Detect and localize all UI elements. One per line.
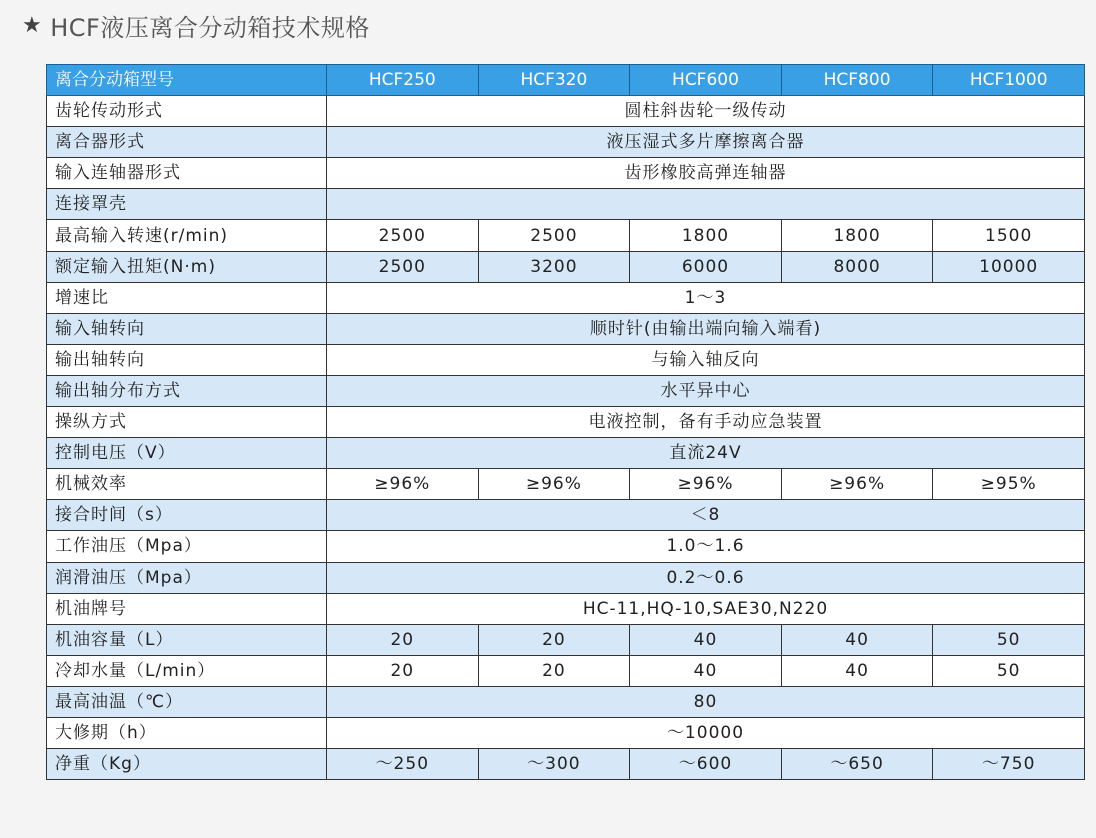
header-model-hcf1000: HCF1000 bbox=[933, 65, 1085, 96]
cell-value: 1500 bbox=[933, 220, 1085, 251]
spec-table-body bbox=[47, 96, 1085, 780]
row-label: 机油牌号 bbox=[47, 593, 327, 624]
cell-span-value bbox=[327, 189, 1085, 220]
cell-value: 40 bbox=[781, 624, 933, 655]
table-row bbox=[47, 500, 1085, 531]
cell-value: 1800 bbox=[630, 220, 782, 251]
cell-value: ～250 bbox=[327, 749, 479, 780]
cell-value: ≥96% bbox=[781, 469, 933, 500]
cell-value: ～750 bbox=[933, 749, 1085, 780]
table-row bbox=[47, 251, 1085, 282]
cell-value: 20 bbox=[327, 624, 479, 655]
cell-value: 50 bbox=[933, 655, 1085, 686]
cell-value: 50 bbox=[933, 624, 1085, 655]
row-label: 额定输入扭矩(N·m) bbox=[47, 251, 327, 282]
cell-span-value: ＜8 bbox=[327, 500, 1085, 531]
row-label: 大修期（h） bbox=[47, 717, 327, 748]
table-row bbox=[47, 96, 1085, 127]
table-row bbox=[47, 127, 1085, 158]
table-row bbox=[47, 220, 1085, 251]
table-row bbox=[47, 375, 1085, 406]
table-row bbox=[47, 655, 1085, 686]
cell-span-value: 1.0～1.6 bbox=[327, 531, 1085, 562]
table-row bbox=[47, 717, 1085, 748]
cell-value: ～650 bbox=[781, 749, 933, 780]
cell-value: ～300 bbox=[478, 749, 630, 780]
cell-span-value: 电液控制，备有手动应急装置 bbox=[327, 407, 1085, 438]
table-row bbox=[47, 686, 1085, 717]
cell-span-value: HC-11,HQ-10,SAE30,N220 bbox=[327, 593, 1085, 624]
row-label: 连接罩壳 bbox=[47, 189, 327, 220]
header-model-hcf250: HCF250 bbox=[327, 65, 479, 96]
table-row bbox=[47, 749, 1085, 780]
cell-span-value: 齿形橡胶高弹连轴器 bbox=[327, 158, 1085, 189]
cell-span-value: 与输入轴反向 bbox=[327, 344, 1085, 375]
cell-value: 1800 bbox=[781, 220, 933, 251]
row-label: 润滑油压（Mpa） bbox=[47, 562, 327, 593]
cell-span-value: 圆柱斜齿轮一级传动 bbox=[327, 96, 1085, 127]
cell-value: 2500 bbox=[478, 220, 630, 251]
cell-span-value: ～10000 bbox=[327, 717, 1085, 748]
row-label: 接合时间（s） bbox=[47, 500, 327, 531]
cell-value: ≥96% bbox=[327, 469, 479, 500]
cell-value: 40 bbox=[630, 655, 782, 686]
row-label: 机油容量（L） bbox=[47, 624, 327, 655]
row-label: 增速比 bbox=[47, 282, 327, 313]
cell-span-value: 液压湿式多片摩擦离合器 bbox=[327, 127, 1085, 158]
row-label: 离合器形式 bbox=[47, 127, 327, 158]
page-title-bar bbox=[22, 8, 370, 43]
row-label: 齿轮传动形式 bbox=[47, 96, 327, 127]
cell-value: 6000 bbox=[630, 251, 782, 282]
star-icon: ★ bbox=[22, 13, 43, 38]
table-row bbox=[47, 313, 1085, 344]
table-row bbox=[47, 562, 1085, 593]
header-model-hcf320: HCF320 bbox=[478, 65, 630, 96]
cell-value: ≥95% bbox=[933, 469, 1085, 500]
table-row bbox=[47, 158, 1085, 189]
row-label: 最高油温（℃） bbox=[47, 686, 327, 717]
cell-value: ≥96% bbox=[630, 469, 782, 500]
cell-value: ≥96% bbox=[478, 469, 630, 500]
row-label: 最高输入转速(r/min) bbox=[47, 220, 327, 251]
table-row bbox=[47, 189, 1085, 220]
cell-span-value: 顺时针(由输出端向输入端看) bbox=[327, 313, 1085, 344]
header-model-label: 离合分动箱型号 bbox=[47, 65, 327, 96]
table-row bbox=[47, 407, 1085, 438]
table-row bbox=[47, 469, 1085, 500]
row-label: 操纵方式 bbox=[47, 407, 327, 438]
cell-value: 3200 bbox=[478, 251, 630, 282]
cell-value: 20 bbox=[478, 624, 630, 655]
table-row bbox=[47, 531, 1085, 562]
table-row bbox=[47, 282, 1085, 313]
table-row bbox=[47, 624, 1085, 655]
row-label: 工作油压（Mpa） bbox=[47, 531, 327, 562]
header-model-hcf800: HCF800 bbox=[781, 65, 933, 96]
row-label: 机械效率 bbox=[47, 469, 327, 500]
row-label: 输出轴转向 bbox=[47, 344, 327, 375]
cell-span-value: 直流24V bbox=[327, 438, 1085, 469]
spec-table bbox=[46, 64, 1085, 780]
cell-value: 40 bbox=[781, 655, 933, 686]
table-header-row bbox=[47, 65, 1085, 96]
cell-span-value: 0.2～0.6 bbox=[327, 562, 1085, 593]
row-label: 输入连轴器形式 bbox=[47, 158, 327, 189]
table-row bbox=[47, 344, 1085, 375]
row-label: 冷却水量（L/min） bbox=[47, 655, 327, 686]
row-label: 输出轴分布方式 bbox=[47, 375, 327, 406]
cell-value: 20 bbox=[327, 655, 479, 686]
cell-value: 40 bbox=[630, 624, 782, 655]
cell-span-value: 1～3 bbox=[327, 282, 1085, 313]
cell-value: 2500 bbox=[327, 251, 479, 282]
cell-value: ～600 bbox=[630, 749, 782, 780]
cell-span-value: 水平异中心 bbox=[327, 375, 1085, 406]
page-title: HCF液压离合分动箱技术规格 bbox=[50, 14, 370, 42]
cell-value: 2500 bbox=[327, 220, 479, 251]
cell-value: 8000 bbox=[781, 251, 933, 282]
cell-span-value: 80 bbox=[327, 686, 1085, 717]
row-label: 净重（Kg） bbox=[47, 749, 327, 780]
row-label: 输入轴转向 bbox=[47, 313, 327, 344]
header-model-hcf600: HCF600 bbox=[630, 65, 782, 96]
row-label: 控制电压（V） bbox=[47, 438, 327, 469]
cell-value: 10000 bbox=[933, 251, 1085, 282]
cell-value: 20 bbox=[478, 655, 630, 686]
table-row bbox=[47, 438, 1085, 469]
table-row bbox=[47, 593, 1085, 624]
